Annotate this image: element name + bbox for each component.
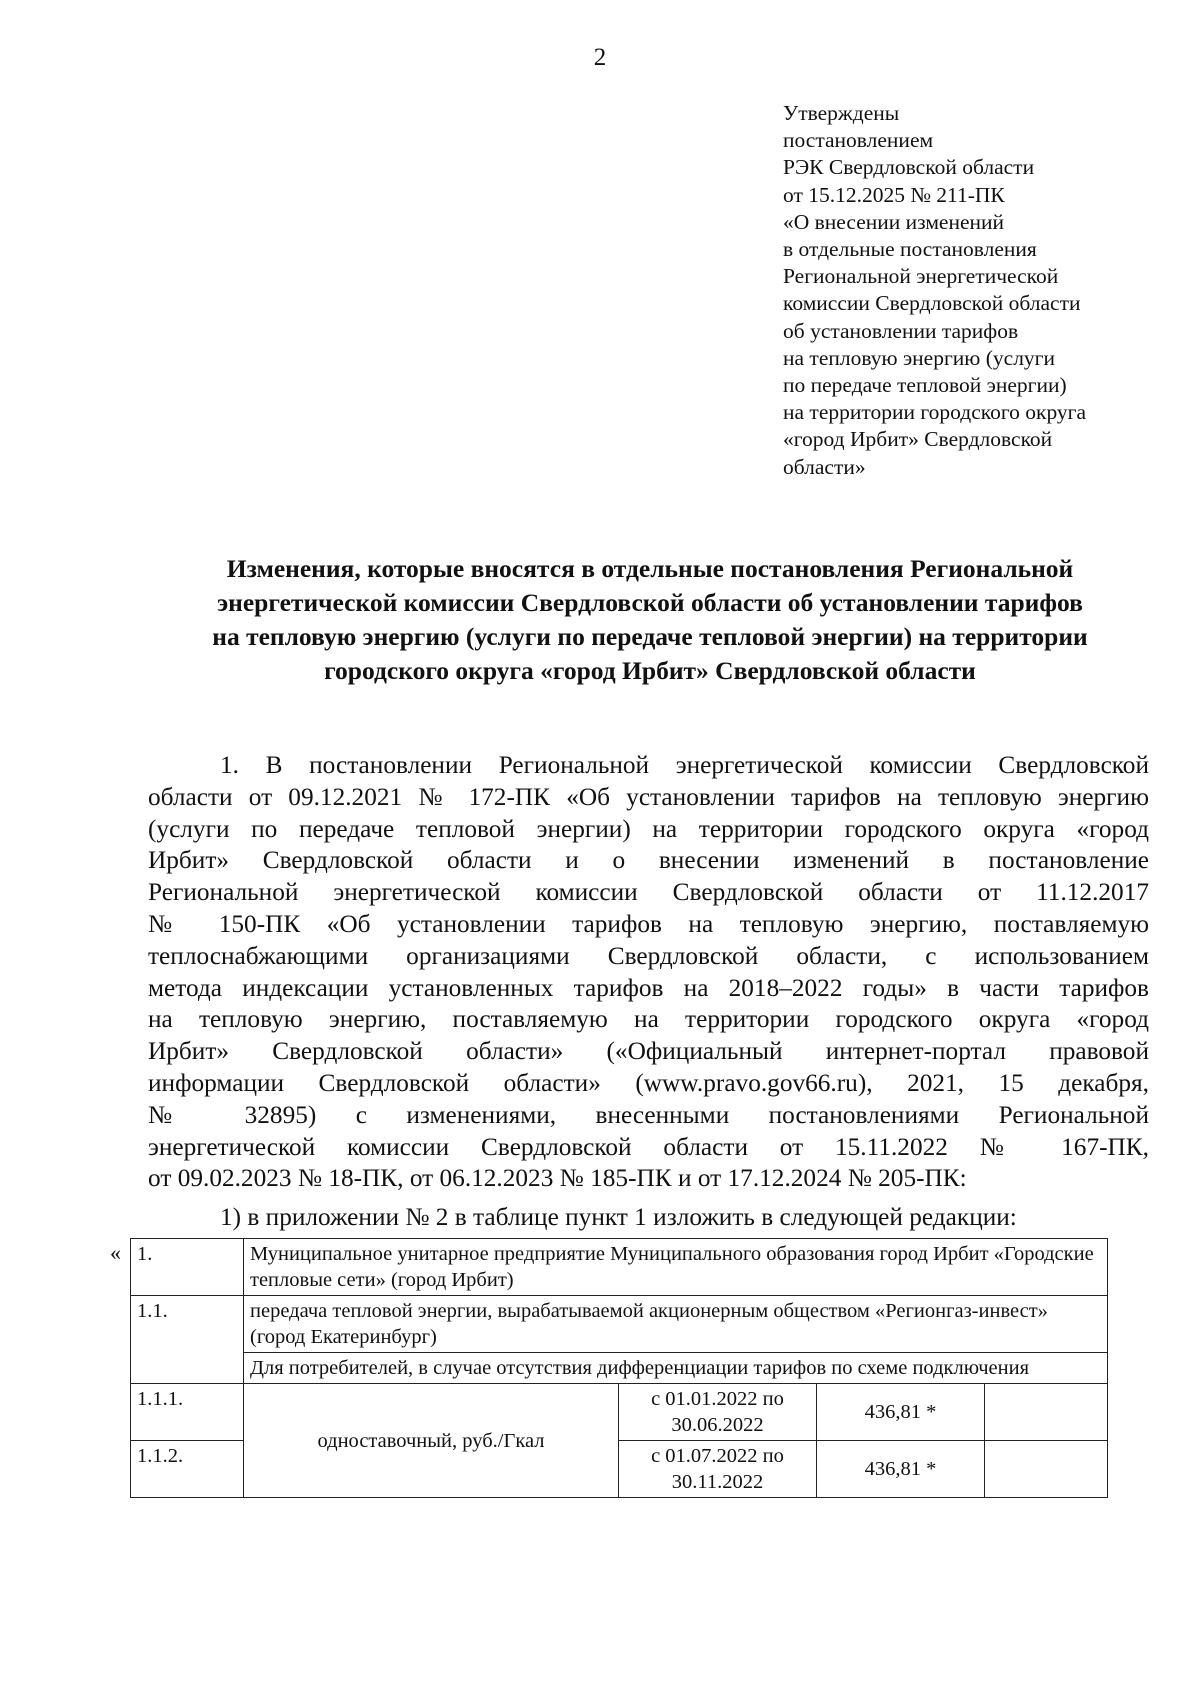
body-line: (услуги по передаче тепловой энергии) на территории городского округа «город <box>148 814 1149 843</box>
body-line: Ирбит» Свердловской области» («Официальный интернет-портал правовой <box>148 1037 1149 1066</box>
opening-quote: « <box>110 1240 121 1265</box>
row-number: 1.1.2. <box>131 1441 244 1498</box>
title-line: энергетической комиссии Свердловской области об установлении тарифов <box>217 588 1083 617</box>
body-line: на тепловую энергию, поставляемую на территории городского округа «город <box>148 1005 1149 1034</box>
body-line: области от 09.12.2021 № 172-ПК «Об установлении тарифов на тепловую энергию <box>148 782 1149 811</box>
row-number: 1.1. <box>131 1296 244 1384</box>
empty-cell <box>985 1441 1108 1498</box>
approval-line: от 15.12.2025 № 211-ПК <box>783 182 1005 207</box>
approval-line: об установлении тарифов <box>783 318 1019 343</box>
body-line: информации Свердловской области» (www.pravo.gov66.ru), 2021, 15 декабря, <box>148 1068 1149 1097</box>
title-line: Изменения, которые вносятся в отдельные постановления Региональной <box>226 554 1074 583</box>
tariff-period: с 01.01.2022 по 30.06.2022 <box>619 1384 817 1441</box>
organization-name: Муниципальное унитарное предприятие Муниципального образования город Ирбит «Городские тепловые сети» (город Ирбит) <box>244 1239 1108 1296</box>
approval-line: «О внесении изменений <box>783 209 1005 234</box>
tariff-table <box>130 1238 1108 1498</box>
body-line: 1. В постановлении Региональной энергетической комиссии Свердловской <box>220 751 1149 779</box>
approval-line: Утверждены <box>783 101 900 125</box>
table-row <box>131 1384 1108 1441</box>
body-line: метода индексации установленных тарифов на 2018–2022 годы» в части тарифов <box>148 973 1149 1002</box>
item-instruction: 1) в приложении № 2 в таблице пункт 1 изложить в следующей редакции: <box>220 1203 1017 1231</box>
empty-cell <box>985 1384 1108 1441</box>
tariff-value: 436,81 * <box>817 1441 985 1498</box>
body-line: от 09.02.2023 № 18-ПК, от 06.12.2023 № 185-ПК и от 17.12.2024 № 205-ПК: <box>148 1164 967 1193</box>
approval-block <box>783 100 1183 481</box>
body-line: Ирбит» Свердловской области и о внесении изменений в постановление <box>148 846 1149 875</box>
body-line: Региональной энергетической комиссии Свердловской области от 11.12.2017 <box>148 878 1149 907</box>
approval-line: Региональной энергетической <box>783 264 1059 289</box>
table-row <box>131 1296 1108 1353</box>
table-row <box>131 1239 1108 1296</box>
title-line: на тепловую энергию (услуги по передаче тепловой энергии) на территории <box>212 622 1088 651</box>
body-line: № 32895) с изменениями, внесенными постановлениями Региональной <box>148 1100 1149 1129</box>
consumer-group: Для потребителей, в случае отсутствия дифференциации тарифов по схеме подключения <box>244 1353 1108 1384</box>
tariff-period: с 01.07.2022 по 30.11.2022 <box>619 1441 817 1498</box>
tariff-value: 436,81 * <box>817 1384 985 1441</box>
approval-line: «город Ирбит» Свердловской <box>783 427 1053 452</box>
approval-line: комиссии Свердловской области <box>783 291 1081 316</box>
table-row <box>131 1353 1108 1384</box>
tariff-type: одноставочный, руб./Гкал <box>244 1384 619 1498</box>
service-description: передача тепловой энергии, вырабатываемой акционерным обществом «Регионгаз-инвест» (город Екатеринбург) <box>244 1296 1108 1353</box>
approval-line: РЭК Свердловской области <box>783 155 1035 180</box>
page-number: 2 <box>593 44 607 71</box>
row-number: 1.1.1. <box>131 1384 244 1441</box>
body-line: энергетической комиссии Свердловской области от 15.11.2022 № 167-ПК, <box>148 1132 1149 1161</box>
approval-line: области» <box>783 454 866 479</box>
approval-line: в отдельные постановления <box>783 237 1037 262</box>
row-number: 1. <box>131 1239 244 1296</box>
body-line: теплоснабжающими организациями Свердловской области, с использованием <box>148 941 1149 970</box>
approval-line: на тепловую энергию (услуги <box>783 345 1055 370</box>
body-paragraph <box>148 750 1149 1195</box>
body-line: № 150-ПК «Об установлении тарифов на тепловую энергию, поставляемую <box>148 909 1149 938</box>
approval-line: по передаче тепловой энергии) <box>783 373 1067 398</box>
title-line: городского округа «город Ирбит» Свердловской области <box>324 656 976 685</box>
document-title <box>100 552 1200 688</box>
approval-line: на территории городского округа <box>783 400 1087 425</box>
approval-line: постановлением <box>783 128 934 153</box>
